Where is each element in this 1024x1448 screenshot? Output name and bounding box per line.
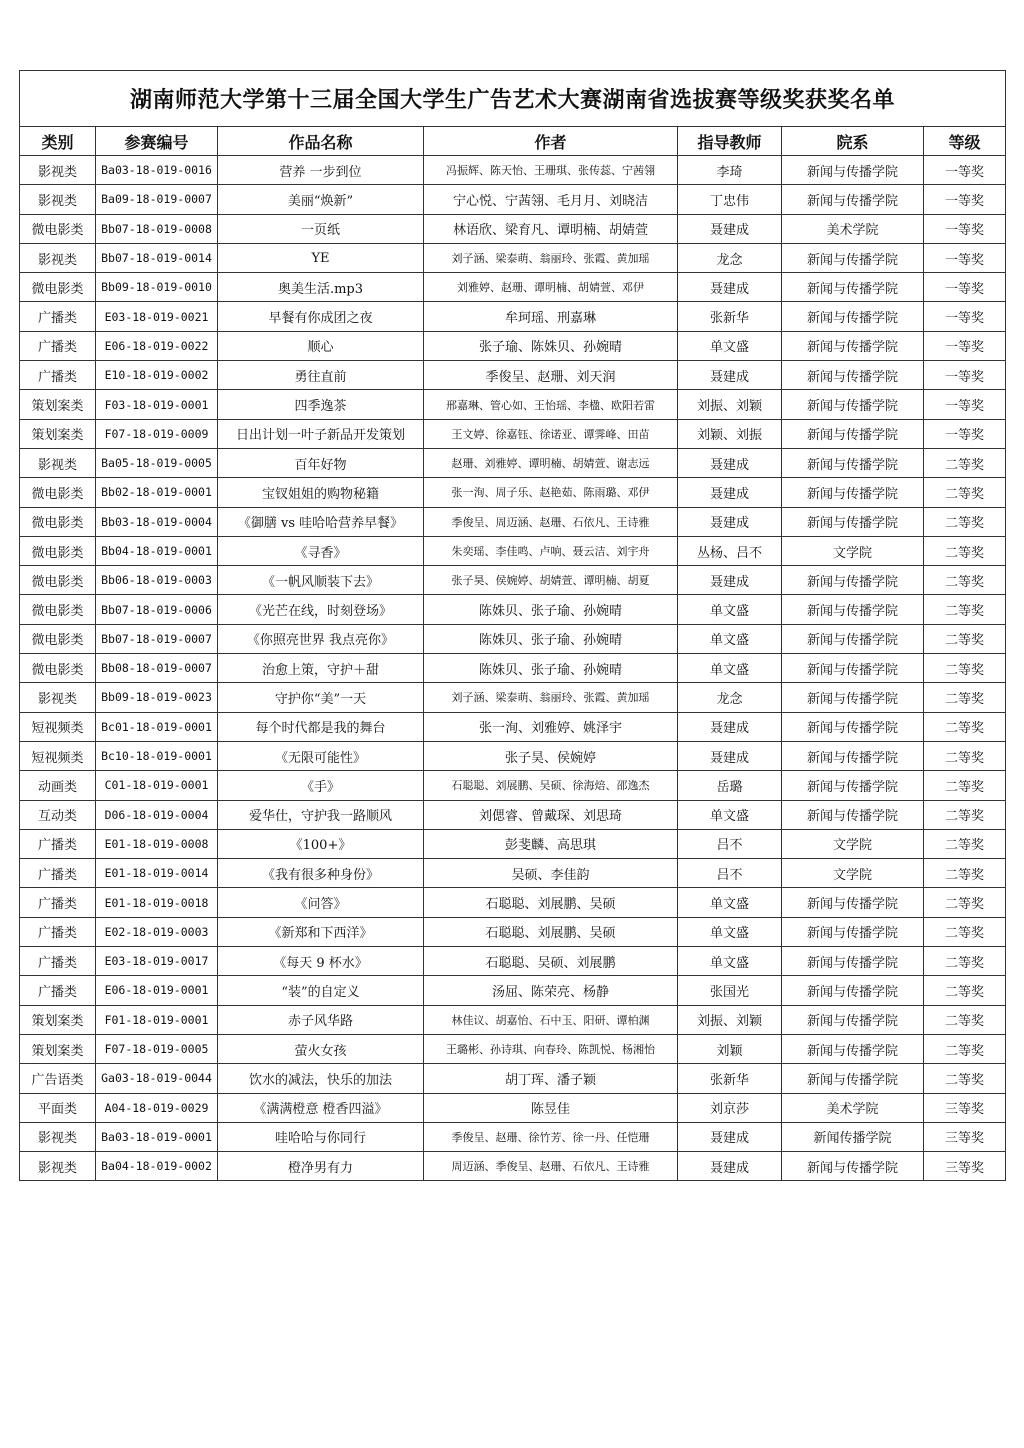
cell-code: Bb08-18-019-0007 [96, 654, 218, 683]
cell-level: 二等奖 [924, 888, 1006, 917]
award-table [19, 70, 1006, 1181]
cell-work: 《光芒在线，时刻登场》 [218, 595, 424, 624]
table-row [20, 976, 1006, 1005]
cell-code: Ba03-18-019-0016 [96, 156, 218, 185]
cell-category: 策划案类 [20, 1034, 96, 1063]
cell-work: 赤子风华路 [218, 1005, 424, 1034]
cell-code: E01-18-019-0008 [96, 829, 218, 858]
cell-work: 《一帆风顺装下去》 [218, 566, 424, 595]
cell-code: F07-18-019-0009 [96, 419, 218, 448]
cell-category: 短视频类 [20, 712, 96, 741]
cell-category: 策划案类 [20, 390, 96, 419]
cell-category: 微电影类 [20, 214, 96, 243]
cell-authors: 林佳议、胡嘉怡、石中玉、阳研、谭柏渊 [424, 1005, 678, 1034]
header-school: 院系 [782, 127, 924, 156]
cell-category: 广播类 [20, 829, 96, 858]
cell-advisor: 张新华 [678, 302, 782, 331]
cell-code: E02-18-019-0003 [96, 917, 218, 946]
cell-level: 二等奖 [924, 976, 1006, 1005]
cell-school: 新闻与传播学院 [782, 1152, 924, 1181]
cell-code: Bc10-18-019-0001 [96, 741, 218, 770]
cell-category: 广播类 [20, 947, 96, 976]
cell-level: 二等奖 [924, 683, 1006, 712]
cell-code: Bb02-18-019-0001 [96, 478, 218, 507]
table-row [20, 390, 1006, 419]
cell-advisor: 刘颖、刘振 [678, 419, 782, 448]
cell-school: 新闻与传播学院 [782, 1005, 924, 1034]
cell-level: 二等奖 [924, 800, 1006, 829]
table-row [20, 771, 1006, 800]
cell-level: 一等奖 [924, 156, 1006, 185]
table-row [20, 1122, 1006, 1151]
cell-authors: 张一洵、周子乐、赵艳茹、陈雨璐、邓伊 [424, 478, 678, 507]
cell-advisor: 聂建成 [678, 741, 782, 770]
cell-advisor: 聂建成 [678, 214, 782, 243]
cell-level: 一等奖 [924, 214, 1006, 243]
cell-category: 微电影类 [20, 478, 96, 507]
table-row [20, 185, 1006, 214]
award-sheet [19, 70, 1005, 1181]
cell-school: 新闻与传播学院 [782, 331, 924, 360]
cell-code: Bb07-18-019-0006 [96, 595, 218, 624]
cell-school: 新闻与传播学院 [782, 478, 924, 507]
cell-code: E01-18-019-0018 [96, 888, 218, 917]
cell-category: 广播类 [20, 302, 96, 331]
table-row [20, 156, 1006, 185]
cell-advisor: 单文盛 [678, 624, 782, 653]
cell-category: 微电影类 [20, 654, 96, 683]
cell-code: Bb07-18-019-0007 [96, 624, 218, 653]
table-row [20, 829, 1006, 858]
cell-level: 二等奖 [924, 448, 1006, 477]
header-level: 等级 [924, 127, 1006, 156]
cell-advisor: 张国光 [678, 976, 782, 1005]
cell-advisor: 龙念 [678, 243, 782, 272]
cell-advisor: 岳璐 [678, 771, 782, 800]
cell-authors: 季俊呈、赵珊、刘天润 [424, 361, 678, 390]
cell-advisor: 单文盛 [678, 331, 782, 360]
cell-code: Bc01-18-019-0001 [96, 712, 218, 741]
cell-advisor: 单文盛 [678, 800, 782, 829]
cell-work: 《100+》 [218, 829, 424, 858]
cell-work: 四季逸茶 [218, 390, 424, 419]
table-row [20, 624, 1006, 653]
cell-work: 《你照亮世界 我点亮你》 [218, 624, 424, 653]
cell-code: Bb04-18-019-0001 [96, 536, 218, 565]
cell-work: 顺心 [218, 331, 424, 360]
cell-work: “装”的自定义 [218, 976, 424, 1005]
cell-advisor: 单文盛 [678, 654, 782, 683]
cell-school: 新闻与传播学院 [782, 448, 924, 477]
cell-code: Bb03-18-019-0004 [96, 507, 218, 536]
cell-advisor: 聂建成 [678, 273, 782, 302]
cell-level: 二等奖 [924, 947, 1006, 976]
cell-advisor: 聂建成 [678, 361, 782, 390]
cell-work: 百年好物 [218, 448, 424, 477]
cell-category: 短视频类 [20, 741, 96, 770]
cell-category: 影视类 [20, 448, 96, 477]
cell-work: 守护你“美”一天 [218, 683, 424, 712]
cell-authors: 陈昱佳 [424, 1093, 678, 1122]
cell-school: 新闻与传播学院 [782, 712, 924, 741]
cell-authors: 季俊呈、周迈涵、赵珊、石依凡、王诗雅 [424, 507, 678, 536]
cell-work: 《手》 [218, 771, 424, 800]
table-row [20, 712, 1006, 741]
table-row [20, 741, 1006, 770]
cell-advisor: 单文盛 [678, 947, 782, 976]
cell-school: 新闻与传播学院 [782, 507, 924, 536]
cell-code: Ba03-18-019-0001 [96, 1122, 218, 1151]
cell-school: 新闻与传播学院 [782, 947, 924, 976]
cell-authors: 邢嘉琳、管心如、王怡瑶、李楹、欧阳若雷 [424, 390, 678, 419]
cell-category: 广播类 [20, 859, 96, 888]
cell-school: 新闻与传播学院 [782, 683, 924, 712]
cell-advisor: 丛杨、吕不 [678, 536, 782, 565]
cell-work: 每个时代都是我的舞台 [218, 712, 424, 741]
table-row [20, 302, 1006, 331]
cell-work: 早餐有你成团之夜 [218, 302, 424, 331]
cell-code: Bb07-18-019-0014 [96, 243, 218, 272]
cell-level: 二等奖 [924, 859, 1006, 888]
header-category: 类别 [20, 127, 96, 156]
cell-level: 二等奖 [924, 624, 1006, 653]
cell-school: 新闻与传播学院 [782, 361, 924, 390]
cell-code: E01-18-019-0014 [96, 859, 218, 888]
table-row [20, 478, 1006, 507]
cell-code: Bb06-18-019-0003 [96, 566, 218, 595]
cell-authors: 王璐彬、孙诗琪、向春玲、陈凯悦、杨湘怡 [424, 1034, 678, 1063]
table-header-row [20, 127, 1006, 156]
cell-authors: 张子昊、侯婉婷 [424, 741, 678, 770]
cell-category: 广告语类 [20, 1064, 96, 1093]
cell-level: 二等奖 [924, 712, 1006, 741]
cell-authors: 陈姝贝、张子瑜、孙婉晴 [424, 624, 678, 653]
cell-category: 广播类 [20, 917, 96, 946]
cell-category: 影视类 [20, 683, 96, 712]
table-row [20, 1152, 1006, 1181]
cell-category: 影视类 [20, 185, 96, 214]
cell-category: 微电影类 [20, 507, 96, 536]
cell-code: E06-18-019-0022 [96, 331, 218, 360]
cell-school: 新闻与传播学院 [782, 888, 924, 917]
cell-advisor: 单文盛 [678, 595, 782, 624]
cell-code: Ga03-18-019-0044 [96, 1064, 218, 1093]
cell-level: 二等奖 [924, 654, 1006, 683]
cell-category: 影视类 [20, 156, 96, 185]
cell-code: Ba05-18-019-0005 [96, 448, 218, 477]
table-row [20, 419, 1006, 448]
cell-category: 影视类 [20, 243, 96, 272]
cell-work: 《我有很多种身份》 [218, 859, 424, 888]
cell-level: 一等奖 [924, 302, 1006, 331]
cell-level: 二等奖 [924, 1005, 1006, 1034]
table-row [20, 214, 1006, 243]
cell-authors: 吴硕、李佳韵 [424, 859, 678, 888]
table-row [20, 507, 1006, 536]
cell-authors: 冯振辉、陈天怡、王珊琪、张传蕊、宁茜翎 [424, 156, 678, 185]
cell-advisor: 张新华 [678, 1064, 782, 1093]
cell-authors: 林语欣、梁育凡、谭明楠、胡婧萱 [424, 214, 678, 243]
cell-code: E03-18-019-0021 [96, 302, 218, 331]
cell-authors: 赵珊、刘雅婷、谭明楠、胡婧萱、谢志远 [424, 448, 678, 477]
cell-category: 微电影类 [20, 273, 96, 302]
cell-advisor: 李琦 [678, 156, 782, 185]
cell-level: 一等奖 [924, 419, 1006, 448]
cell-code: Ba09-18-019-0007 [96, 185, 218, 214]
table-row [20, 595, 1006, 624]
cell-code: D06-18-019-0004 [96, 800, 218, 829]
cell-school: 新闻与传播学院 [782, 771, 924, 800]
cell-school: 文学院 [782, 859, 924, 888]
table-row [20, 947, 1006, 976]
cell-school: 新闻与传播学院 [782, 654, 924, 683]
cell-school: 新闻与传播学院 [782, 273, 924, 302]
cell-work: 《寻香》 [218, 536, 424, 565]
cell-authors: 张子昊、侯婉婷、胡婧萱、谭明楠、胡夏 [424, 566, 678, 595]
cell-authors: 汤屈、陈荣亮、杨静 [424, 976, 678, 1005]
cell-advisor: 聂建成 [678, 1152, 782, 1181]
page-title: 湖南师范大学第十三届全国大学生广告艺术大赛湖南省选拔赛等级奖获奖名单 [20, 71, 1006, 127]
cell-work: 饮水的减法，快乐的加法 [218, 1064, 424, 1093]
cell-advisor: 刘京莎 [678, 1093, 782, 1122]
cell-work: 《无限可能性》 [218, 741, 424, 770]
cell-level: 三等奖 [924, 1093, 1006, 1122]
cell-work: 美丽“焕新” [218, 185, 424, 214]
table-row [20, 1093, 1006, 1122]
cell-level: 二等奖 [924, 741, 1006, 770]
cell-school: 新闻与传播学院 [782, 741, 924, 770]
cell-advisor: 聂建成 [678, 1122, 782, 1151]
cell-advisor: 吕不 [678, 859, 782, 888]
cell-advisor: 龙念 [678, 683, 782, 712]
cell-work: 爱华仕，守护我一路顺风 [218, 800, 424, 829]
cell-category: 广播类 [20, 331, 96, 360]
cell-school: 新闻与传播学院 [782, 243, 924, 272]
cell-work: 《新郑和下西洋》 [218, 917, 424, 946]
header-work: 作品名称 [218, 127, 424, 156]
cell-school: 新闻与传播学院 [782, 1064, 924, 1093]
header-authors: 作者 [424, 127, 678, 156]
cell-advisor: 刘振、刘颖 [678, 390, 782, 419]
cell-work: 《每天 9 杯水》 [218, 947, 424, 976]
cell-category: 微电影类 [20, 595, 96, 624]
cell-work: 《问答》 [218, 888, 424, 917]
cell-school: 新闻与传播学院 [782, 419, 924, 448]
table-row [20, 273, 1006, 302]
cell-category: 动画类 [20, 771, 96, 800]
cell-code: E10-18-019-0002 [96, 361, 218, 390]
cell-level: 一等奖 [924, 390, 1006, 419]
cell-school: 新闻与传播学院 [782, 917, 924, 946]
cell-school: 新闻与传播学院 [782, 566, 924, 595]
cell-level: 二等奖 [924, 917, 1006, 946]
table-row [20, 1005, 1006, 1034]
cell-code: F07-18-019-0005 [96, 1034, 218, 1063]
cell-level: 三等奖 [924, 1152, 1006, 1181]
cell-level: 一等奖 [924, 243, 1006, 272]
cell-authors: 胡丁珲、潘子颖 [424, 1064, 678, 1093]
cell-advisor: 聂建成 [678, 566, 782, 595]
cell-advisor: 刘振、刘颖 [678, 1005, 782, 1034]
cell-code: E06-18-019-0001 [96, 976, 218, 1005]
cell-advisor: 丁忠伟 [678, 185, 782, 214]
cell-authors: 石聪聪、刘展鹏、吴硕 [424, 888, 678, 917]
table-row [20, 1034, 1006, 1063]
cell-advisor: 聂建成 [678, 448, 782, 477]
cell-code: A04-18-019-0029 [96, 1093, 218, 1122]
cell-authors: 季俊呈、赵珊、徐竹芳、徐一丹、任恺珊 [424, 1122, 678, 1151]
cell-category: 微电影类 [20, 624, 96, 653]
cell-advisor: 聂建成 [678, 712, 782, 741]
cell-level: 二等奖 [924, 478, 1006, 507]
cell-level: 二等奖 [924, 1034, 1006, 1063]
cell-school: 新闻与传播学院 [782, 976, 924, 1005]
cell-authors: 陈姝贝、张子瑜、孙婉晴 [424, 595, 678, 624]
cell-authors: 张子瑜、陈姝贝、孙婉晴 [424, 331, 678, 360]
cell-work: 一页纸 [218, 214, 424, 243]
cell-code: Bb09-18-019-0023 [96, 683, 218, 712]
table-row [20, 448, 1006, 477]
cell-advisor: 吕不 [678, 829, 782, 858]
table-row [20, 1064, 1006, 1093]
cell-authors: 王文婷、徐嘉钰、徐诺亚、谭霁峰、田苗 [424, 419, 678, 448]
cell-school: 新闻与传播学院 [782, 156, 924, 185]
cell-code: Ba04-18-019-0002 [96, 1152, 218, 1181]
table-body [20, 156, 1006, 1181]
cell-category: 广播类 [20, 976, 96, 1005]
cell-category: 广播类 [20, 888, 96, 917]
table-row [20, 859, 1006, 888]
cell-advisor: 刘颖 [678, 1034, 782, 1063]
cell-school: 新闻与传播学院 [782, 390, 924, 419]
cell-authors: 彭斐麟、高思琪 [424, 829, 678, 858]
cell-authors: 牟珂瑶、刑嘉琳 [424, 302, 678, 331]
cell-work: 治愈上策，守护＋甜 [218, 654, 424, 683]
cell-level: 二等奖 [924, 771, 1006, 800]
cell-advisor: 聂建成 [678, 507, 782, 536]
cell-authors: 石聪聪、刘展鹏、吴硕 [424, 917, 678, 946]
cell-category: 微电影类 [20, 536, 96, 565]
cell-school: 新闻与传播学院 [782, 1034, 924, 1063]
cell-category: 策划案类 [20, 419, 96, 448]
cell-school: 文学院 [782, 536, 924, 565]
cell-level: 二等奖 [924, 536, 1006, 565]
cell-school: 美术学院 [782, 1093, 924, 1122]
cell-work: 《满满橙意 橙香四溢》 [218, 1093, 424, 1122]
cell-level: 二等奖 [924, 829, 1006, 858]
cell-advisor: 单文盛 [678, 888, 782, 917]
cell-category: 平面类 [20, 1093, 96, 1122]
cell-advisor: 聂建成 [678, 478, 782, 507]
cell-authors: 周迈涵、季俊呈、赵珊、石依凡、王诗雅 [424, 1152, 678, 1181]
cell-level: 一等奖 [924, 331, 1006, 360]
cell-work: 日出计划一叶子新品开发策划 [218, 419, 424, 448]
cell-category: 微电影类 [20, 566, 96, 595]
table-row [20, 654, 1006, 683]
cell-work: 橙净男有力 [218, 1152, 424, 1181]
cell-authors: 陈姝贝、张子瑜、孙婉晴 [424, 654, 678, 683]
cell-work: 奥美生活.mp3 [218, 273, 424, 302]
table-row [20, 331, 1006, 360]
table-row [20, 800, 1006, 829]
cell-level: 二等奖 [924, 595, 1006, 624]
cell-authors: 刘子涵、梁泰萌、翁丽玲、张霞、黄加瑶 [424, 683, 678, 712]
cell-school: 文学院 [782, 829, 924, 858]
cell-authors: 刘偲睿、曾戴琛、刘思琦 [424, 800, 678, 829]
cell-level: 三等奖 [924, 1122, 1006, 1151]
cell-code: F01-18-019-0001 [96, 1005, 218, 1034]
cell-code: E03-18-019-0017 [96, 947, 218, 976]
table-row [20, 917, 1006, 946]
cell-school: 新闻与传播学院 [782, 800, 924, 829]
cell-code: F03-18-019-0001 [96, 390, 218, 419]
cell-authors: 石聪聪、刘展鹏、吴硕、徐海焙、邵逸杰 [424, 771, 678, 800]
cell-code: C01-18-019-0001 [96, 771, 218, 800]
cell-category: 影视类 [20, 1122, 96, 1151]
cell-work: 宝钗姐姐的购物秘籍 [218, 478, 424, 507]
cell-school: 新闻与传播学院 [782, 302, 924, 331]
cell-level: 一等奖 [924, 185, 1006, 214]
cell-authors: 朱奕瑶、李佳鸣、卢响、聂云洁、刘宇舟 [424, 536, 678, 565]
cell-work: 勇往直前 [218, 361, 424, 390]
cell-work: 营养 一步到位 [218, 156, 424, 185]
header-advisor: 指导教师 [678, 127, 782, 156]
cell-authors: 宁心悦、宁茜翎、毛月月、刘晓洁 [424, 185, 678, 214]
cell-level: 一等奖 [924, 361, 1006, 390]
cell-school: 新闻与传播学院 [782, 595, 924, 624]
cell-school: 美术学院 [782, 214, 924, 243]
cell-category: 互动类 [20, 800, 96, 829]
table-row [20, 683, 1006, 712]
cell-category: 影视类 [20, 1152, 96, 1181]
table-row [20, 888, 1006, 917]
table-row [20, 536, 1006, 565]
cell-work: 哇哈哈与你同行 [218, 1122, 424, 1151]
cell-authors: 石聪聪、吴硕、刘展鹏 [424, 947, 678, 976]
cell-level: 一等奖 [924, 273, 1006, 302]
table-row [20, 566, 1006, 595]
cell-authors: 张一洵、刘雅婷、姚泽宇 [424, 712, 678, 741]
cell-work: 萤火女孩 [218, 1034, 424, 1063]
cell-category: 广播类 [20, 361, 96, 390]
cell-authors: 刘雅婷、赵珊、谭明楠、胡婧萱、邓伊 [424, 273, 678, 302]
cell-school: 新闻与传播学院 [782, 185, 924, 214]
cell-level: 二等奖 [924, 507, 1006, 536]
cell-category: 策划案类 [20, 1005, 96, 1034]
cell-work: YE [218, 243, 424, 272]
cell-code: Bb09-18-019-0010 [96, 273, 218, 302]
cell-level: 二等奖 [924, 566, 1006, 595]
cell-level: 二等奖 [924, 1064, 1006, 1093]
cell-authors: 刘子涵、梁泰萌、翁丽玲、张霞、黄加瑶 [424, 243, 678, 272]
table-row [20, 243, 1006, 272]
cell-school: 新闻传播学院 [782, 1122, 924, 1151]
header-code: 参赛编号 [96, 127, 218, 156]
cell-school: 新闻与传播学院 [782, 624, 924, 653]
table-row [20, 361, 1006, 390]
cell-code: Bb07-18-019-0008 [96, 214, 218, 243]
cell-advisor: 单文盛 [678, 917, 782, 946]
cell-work: 《御膳 vs 哇哈哈营养早餐》 [218, 507, 424, 536]
